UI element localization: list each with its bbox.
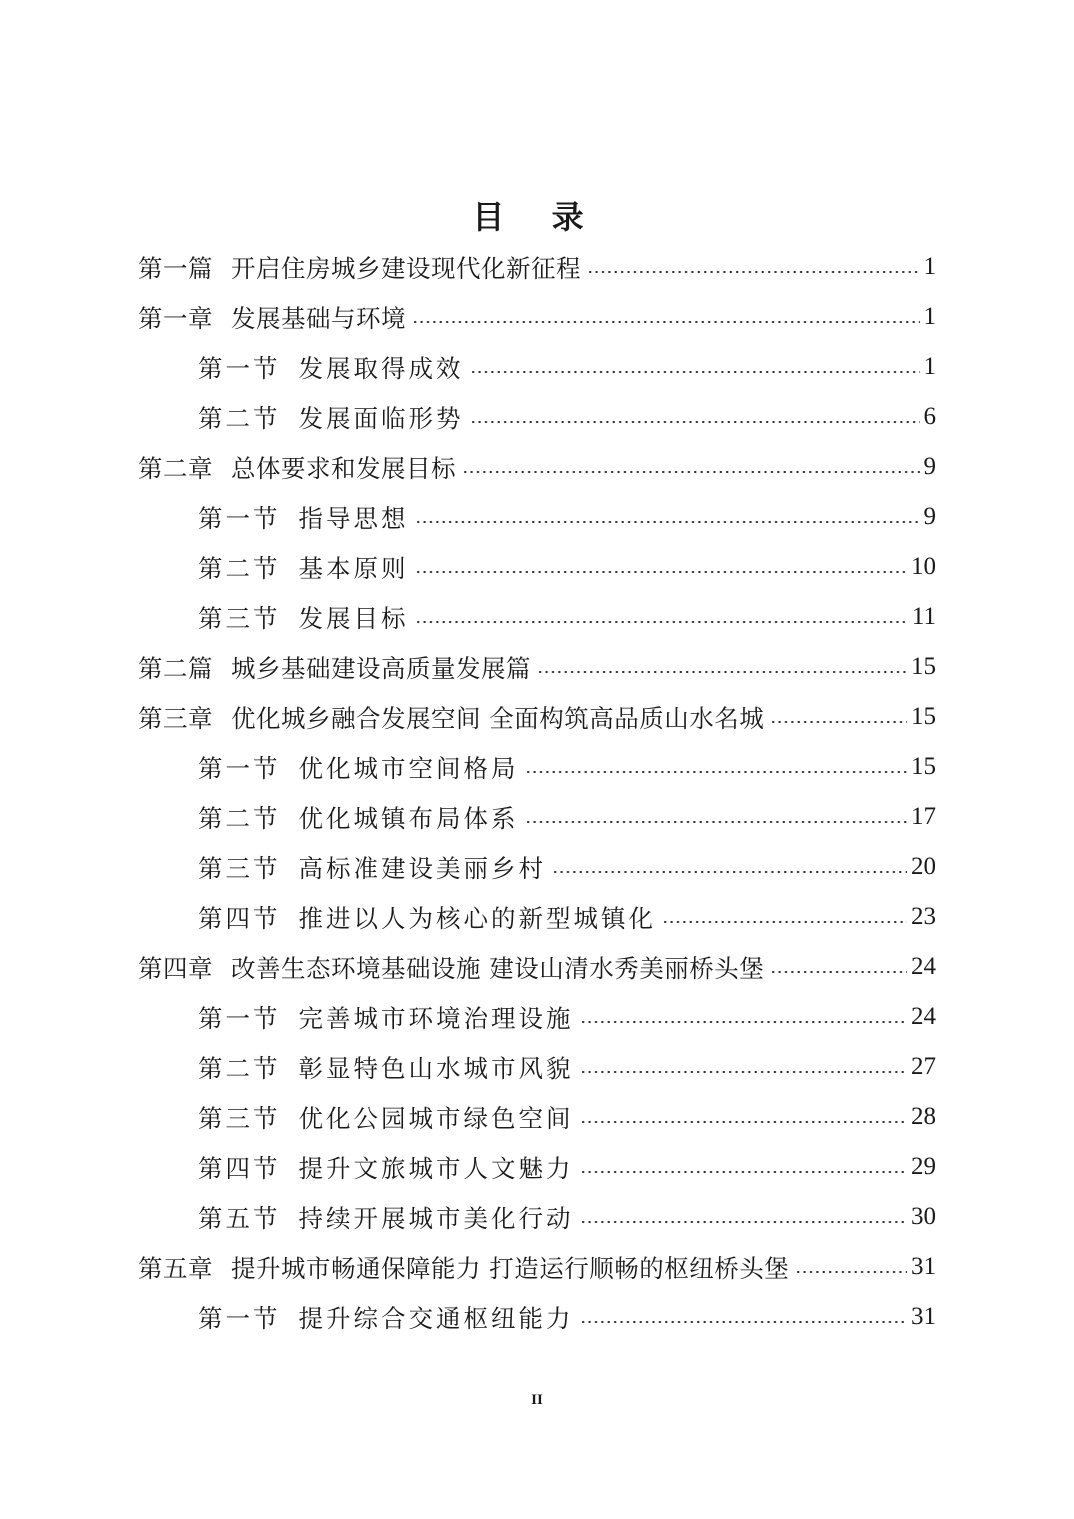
- toc-dot-leader: [795, 1271, 907, 1273]
- toc-entry-page: 15: [911, 753, 936, 780]
- toc-entry-title: 总体要求和发展目标: [231, 453, 456, 483]
- toc-entry-number: 第三节: [198, 1103, 281, 1133]
- toc-entry-page: 24: [911, 1003, 936, 1030]
- toc-entry-number: 第一章: [138, 303, 213, 333]
- toc-dot-leader: [552, 871, 907, 873]
- toc-dot-leader: [770, 721, 907, 723]
- toc-entry-number: 第五节: [198, 1203, 281, 1233]
- toc-entry-number: 第五章: [138, 1253, 213, 1283]
- toc-entry[interactable]: [198, 993, 936, 1041]
- toc-entry-page: 17: [911, 803, 936, 830]
- toc-entry-page: 23: [911, 903, 936, 930]
- toc-entry-page: 9: [923, 503, 936, 530]
- toc-entry-page: 15: [911, 703, 936, 730]
- toc-entry[interactable]: [198, 843, 936, 891]
- toc-dot-leader: [415, 571, 908, 573]
- toc-entry-number: 第一节: [198, 503, 281, 533]
- toc-entry[interactable]: [138, 293, 936, 341]
- toc-entry-title: 持续开展城市美化行动: [298, 1203, 574, 1233]
- toc-entry-title: 提升城市畅通保障能力 打造运行顺畅的枢纽桥头堡: [231, 1253, 790, 1283]
- toc-entry-page: 20: [911, 853, 936, 880]
- page-number: II: [531, 1392, 543, 1408]
- toc-entry-page: 30: [911, 1203, 936, 1230]
- toc-entry-page: 1: [923, 253, 936, 280]
- toc-dot-leader: [415, 521, 920, 523]
- toc-dot-leader: [537, 671, 907, 673]
- toc-entry-title: 开启住房城乡建设现代化新征程: [231, 253, 581, 283]
- toc-entry-title: 完善城市环境治理设施: [298, 1003, 574, 1033]
- toc-entry-page: 15: [911, 653, 936, 680]
- toc-dot-leader: [580, 1121, 908, 1123]
- toc-entry-title: 发展取得成效: [298, 353, 464, 383]
- toc-entry[interactable]: [138, 693, 936, 741]
- toc-entry[interactable]: [198, 593, 936, 641]
- toc-entry[interactable]: [198, 893, 936, 941]
- toc-entry-number: 第二节: [198, 553, 281, 583]
- toc-entry-title: 提升综合交通枢纽能力: [298, 1303, 574, 1333]
- toc-entry-page: 9: [923, 453, 936, 480]
- toc-entry-page: 31: [911, 1303, 936, 1330]
- toc-dot-leader: [470, 421, 920, 423]
- toc-dot-leader: [580, 1321, 908, 1323]
- toc-dot-leader: [525, 771, 908, 773]
- toc-entry-title: 高标准建设美丽乡村: [298, 853, 546, 883]
- toc-entry[interactable]: [198, 1193, 936, 1241]
- toc-entry-number: 第四节: [198, 903, 281, 933]
- toc-entry-number: 第一节: [198, 753, 281, 783]
- toc-entry[interactable]: [138, 1243, 936, 1291]
- toc-entry[interactable]: [138, 943, 936, 991]
- toc-entry-page: 10: [911, 553, 936, 580]
- toc-dot-leader: [412, 321, 920, 323]
- toc-entry-number: 第一节: [198, 1003, 281, 1033]
- toc-entry-title: 优化公园城市绿色空间: [298, 1103, 574, 1133]
- toc-entry-page: 6: [923, 403, 936, 430]
- toc-dot-leader: [580, 1021, 908, 1023]
- toc-entry-number: 第四节: [198, 1153, 281, 1183]
- toc-entry-number: 第二篇: [138, 653, 213, 683]
- toc-entry[interactable]: [138, 443, 936, 491]
- toc-entry-page: 31: [911, 1253, 936, 1280]
- toc-entry-number: 第一节: [198, 1303, 281, 1333]
- toc-entry[interactable]: [198, 1093, 936, 1141]
- toc-entry[interactable]: [138, 243, 936, 291]
- toc-dot-leader: [587, 271, 920, 273]
- toc-entry[interactable]: [198, 743, 936, 791]
- toc-entry-title: 发展面临形势: [298, 403, 464, 433]
- toc-dot-leader: [580, 1221, 908, 1223]
- toc-dot-leader: [580, 1171, 908, 1173]
- toc-entry-number: 第四章: [138, 953, 213, 983]
- toc-entry-title: 指导思想: [298, 503, 409, 533]
- toc-dot-leader: [580, 1071, 908, 1073]
- toc-entry-number: 第二节: [198, 803, 281, 833]
- toc-dot-leader: [415, 621, 908, 623]
- toc-entry[interactable]: [198, 1293, 936, 1341]
- toc-dot-leader: [770, 971, 907, 973]
- toc-dot-leader: [470, 371, 920, 373]
- toc-entry-page: 1: [923, 303, 936, 330]
- toc-entry-page: 24: [911, 953, 936, 980]
- toc-entry[interactable]: [198, 1143, 936, 1191]
- toc-entry-number: 第一篇: [138, 253, 213, 283]
- toc-entry-number: 第三节: [198, 853, 281, 883]
- toc-entry[interactable]: [198, 1043, 936, 1091]
- toc-entry[interactable]: [198, 343, 936, 391]
- toc-entry-number: 第二节: [198, 1053, 281, 1083]
- toc-entry-page: 11: [911, 603, 936, 630]
- toc-entry-title: 城乡基础建设高质量发展篇: [231, 653, 531, 683]
- toc-entry[interactable]: [198, 393, 936, 441]
- toc-entry-number: 第三节: [198, 603, 281, 633]
- toc-entry-title: 优化城市空间格局: [298, 753, 519, 783]
- toc-entry-page: 27: [911, 1053, 936, 1080]
- toc-dot-leader: [525, 821, 908, 823]
- toc-entry-title: 提升文旅城市人文魅力: [298, 1153, 574, 1183]
- toc-entry-number: 第二章: [138, 453, 213, 483]
- toc-entry-number: 第二节: [198, 403, 281, 433]
- toc-entry-title: 优化城镇布局体系: [298, 803, 519, 833]
- page-title: 目 录: [472, 198, 602, 236]
- toc-entry-title: 推进以人为核心的新型城镇化: [298, 903, 656, 933]
- toc-entry-title: 基本原则: [298, 553, 409, 583]
- toc-entry-page: 28: [911, 1103, 936, 1130]
- toc-entry[interactable]: [198, 793, 936, 841]
- toc-entry-title: 优化城乡融合发展空间 全面构筑高品质山水名城: [231, 703, 765, 733]
- toc-entry[interactable]: [198, 493, 936, 541]
- toc-entry-title: 彰显特色山水城市风貌: [298, 1053, 574, 1083]
- toc-entry-number: 第三章: [138, 703, 213, 733]
- toc-entry-title: 发展基础与环境: [231, 303, 406, 333]
- toc-entry-page: 29: [911, 1153, 936, 1180]
- toc-dot-leader: [462, 471, 920, 473]
- toc-entry-page: 1: [923, 353, 936, 380]
- toc-entry-number: 第一节: [198, 353, 281, 383]
- toc-entry-title: 发展目标: [298, 603, 409, 633]
- toc-entry[interactable]: [138, 643, 936, 691]
- toc-entry-title: 改善生态环境基础设施 建设山清水秀美丽桥头堡: [231, 953, 765, 983]
- toc-dot-leader: [662, 921, 907, 923]
- toc-entry[interactable]: [198, 543, 936, 591]
